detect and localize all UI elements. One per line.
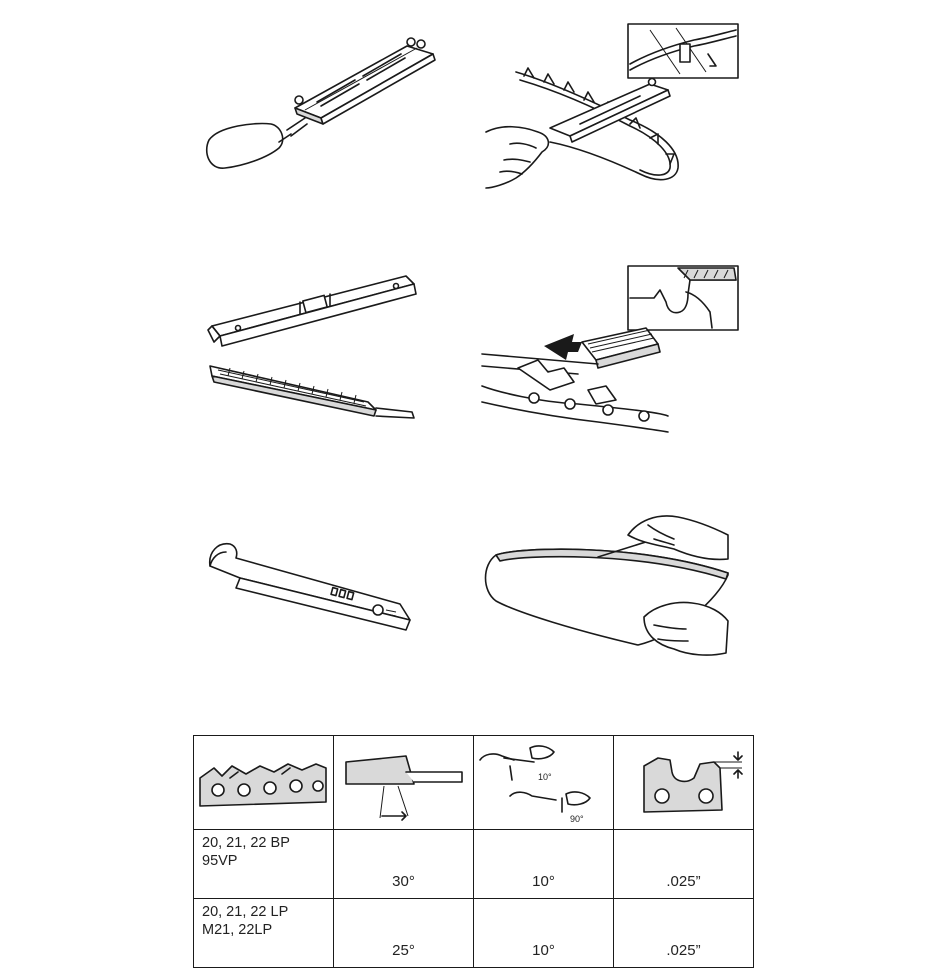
chain-spec-table [193,735,754,968]
chain-filing-icon [480,20,740,195]
chain-type-line: 20, 21, 22 BP [202,835,290,851]
depth-gauge-tool-icon [200,268,425,428]
chain-icon [194,738,332,828]
top-plate-angle-cell: 30° [334,830,474,899]
depth-gauge-cell: .025” [614,830,754,899]
file-holder-icon [195,30,455,180]
depth-gauge-filing-icon [478,262,740,442]
header-cell-depth-gauge [614,736,754,830]
chain-type-line: 20, 21, 22 LP [202,904,289,920]
tilt-label-10: 10° [538,772,552,782]
groove-cleaner-icon [200,530,420,640]
chain-type-line: 95VP [202,853,238,869]
file-tilt-icon [474,738,612,828]
groove-cleaner [200,530,420,640]
table-row [194,899,754,968]
depth-gauge-setting-icon [614,738,752,828]
bar-cleaning-icon [478,505,740,665]
file-tilt-cell: 10° [474,830,614,899]
header-cell-file-tilt [474,736,614,830]
depth-gauge-cell: .025” [614,899,754,968]
file-tilt-cell: 10° [474,899,614,968]
chain-type-cell [194,899,334,968]
bar-groove-cleaning [478,505,740,665]
table-header-row [194,736,754,830]
depth-gauge-and-flat-file [200,268,425,428]
chain-type-line: M21, 22LP [202,922,273,938]
file-guide-with-handle [195,30,455,180]
file-guide-on-chain [480,20,740,195]
top-plate-angle-cell: 25° [334,899,474,968]
file-angle-icon [334,738,472,828]
chain-type-cell [194,830,334,899]
tilt-label-90: 90° [570,814,584,824]
header-cell-chain [194,736,334,830]
depth-gauge-filing [478,262,740,442]
table-row [194,830,754,899]
header-cell-file-angle [334,736,474,830]
